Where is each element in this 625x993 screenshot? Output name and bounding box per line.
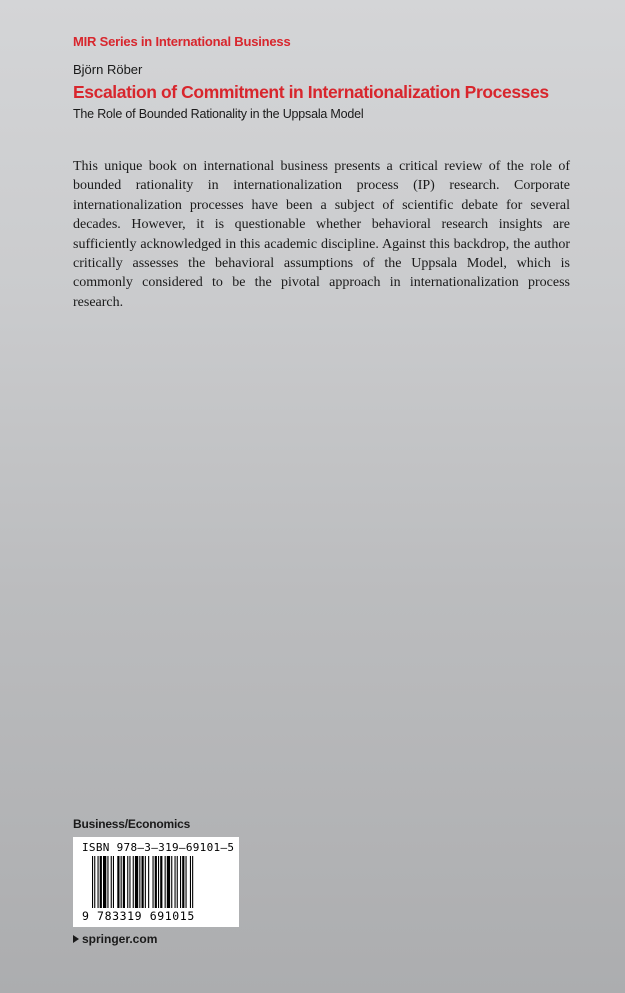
isbn-barcode <box>73 837 239 927</box>
book-description: This unique book on international business presents a critical review of the role of bounded rationality in internationalization process (IP) research. Corporate internationalization processes have been a subject of scientific debate for several decades. However, it is questionable whether behavioral research insights are sufficiently acknowledged in this academic discipline. Against this backdrop, the author critically assesses the behavioral assumptions of the Uppsala Model, which is commonly considered to be the pivotal approach in internationalization process research. <box>73 159 570 310</box>
isbn-label: ISBN 978–3–319–69101–5 <box>82 841 235 854</box>
barcode-digits: 9 783319 691015 <box>82 909 195 923</box>
publisher-link[interactable] <box>73 932 157 946</box>
publisher-link-label: springer.com <box>82 932 158 946</box>
author-name: Björn Röber <box>73 62 143 77</box>
barcode-bars <box>92 856 234 912</box>
series-name: MIR Series in International Business <box>73 34 291 49</box>
arrow-right-icon <box>73 935 79 943</box>
book-subtitle: The Role of Bounded Rationality in the Uppsala Model <box>73 107 364 121</box>
subject-category: Business/Economics <box>73 817 191 831</box>
book-title: Escalation of Commitment in Internationalization Processes <box>73 82 549 102</box>
